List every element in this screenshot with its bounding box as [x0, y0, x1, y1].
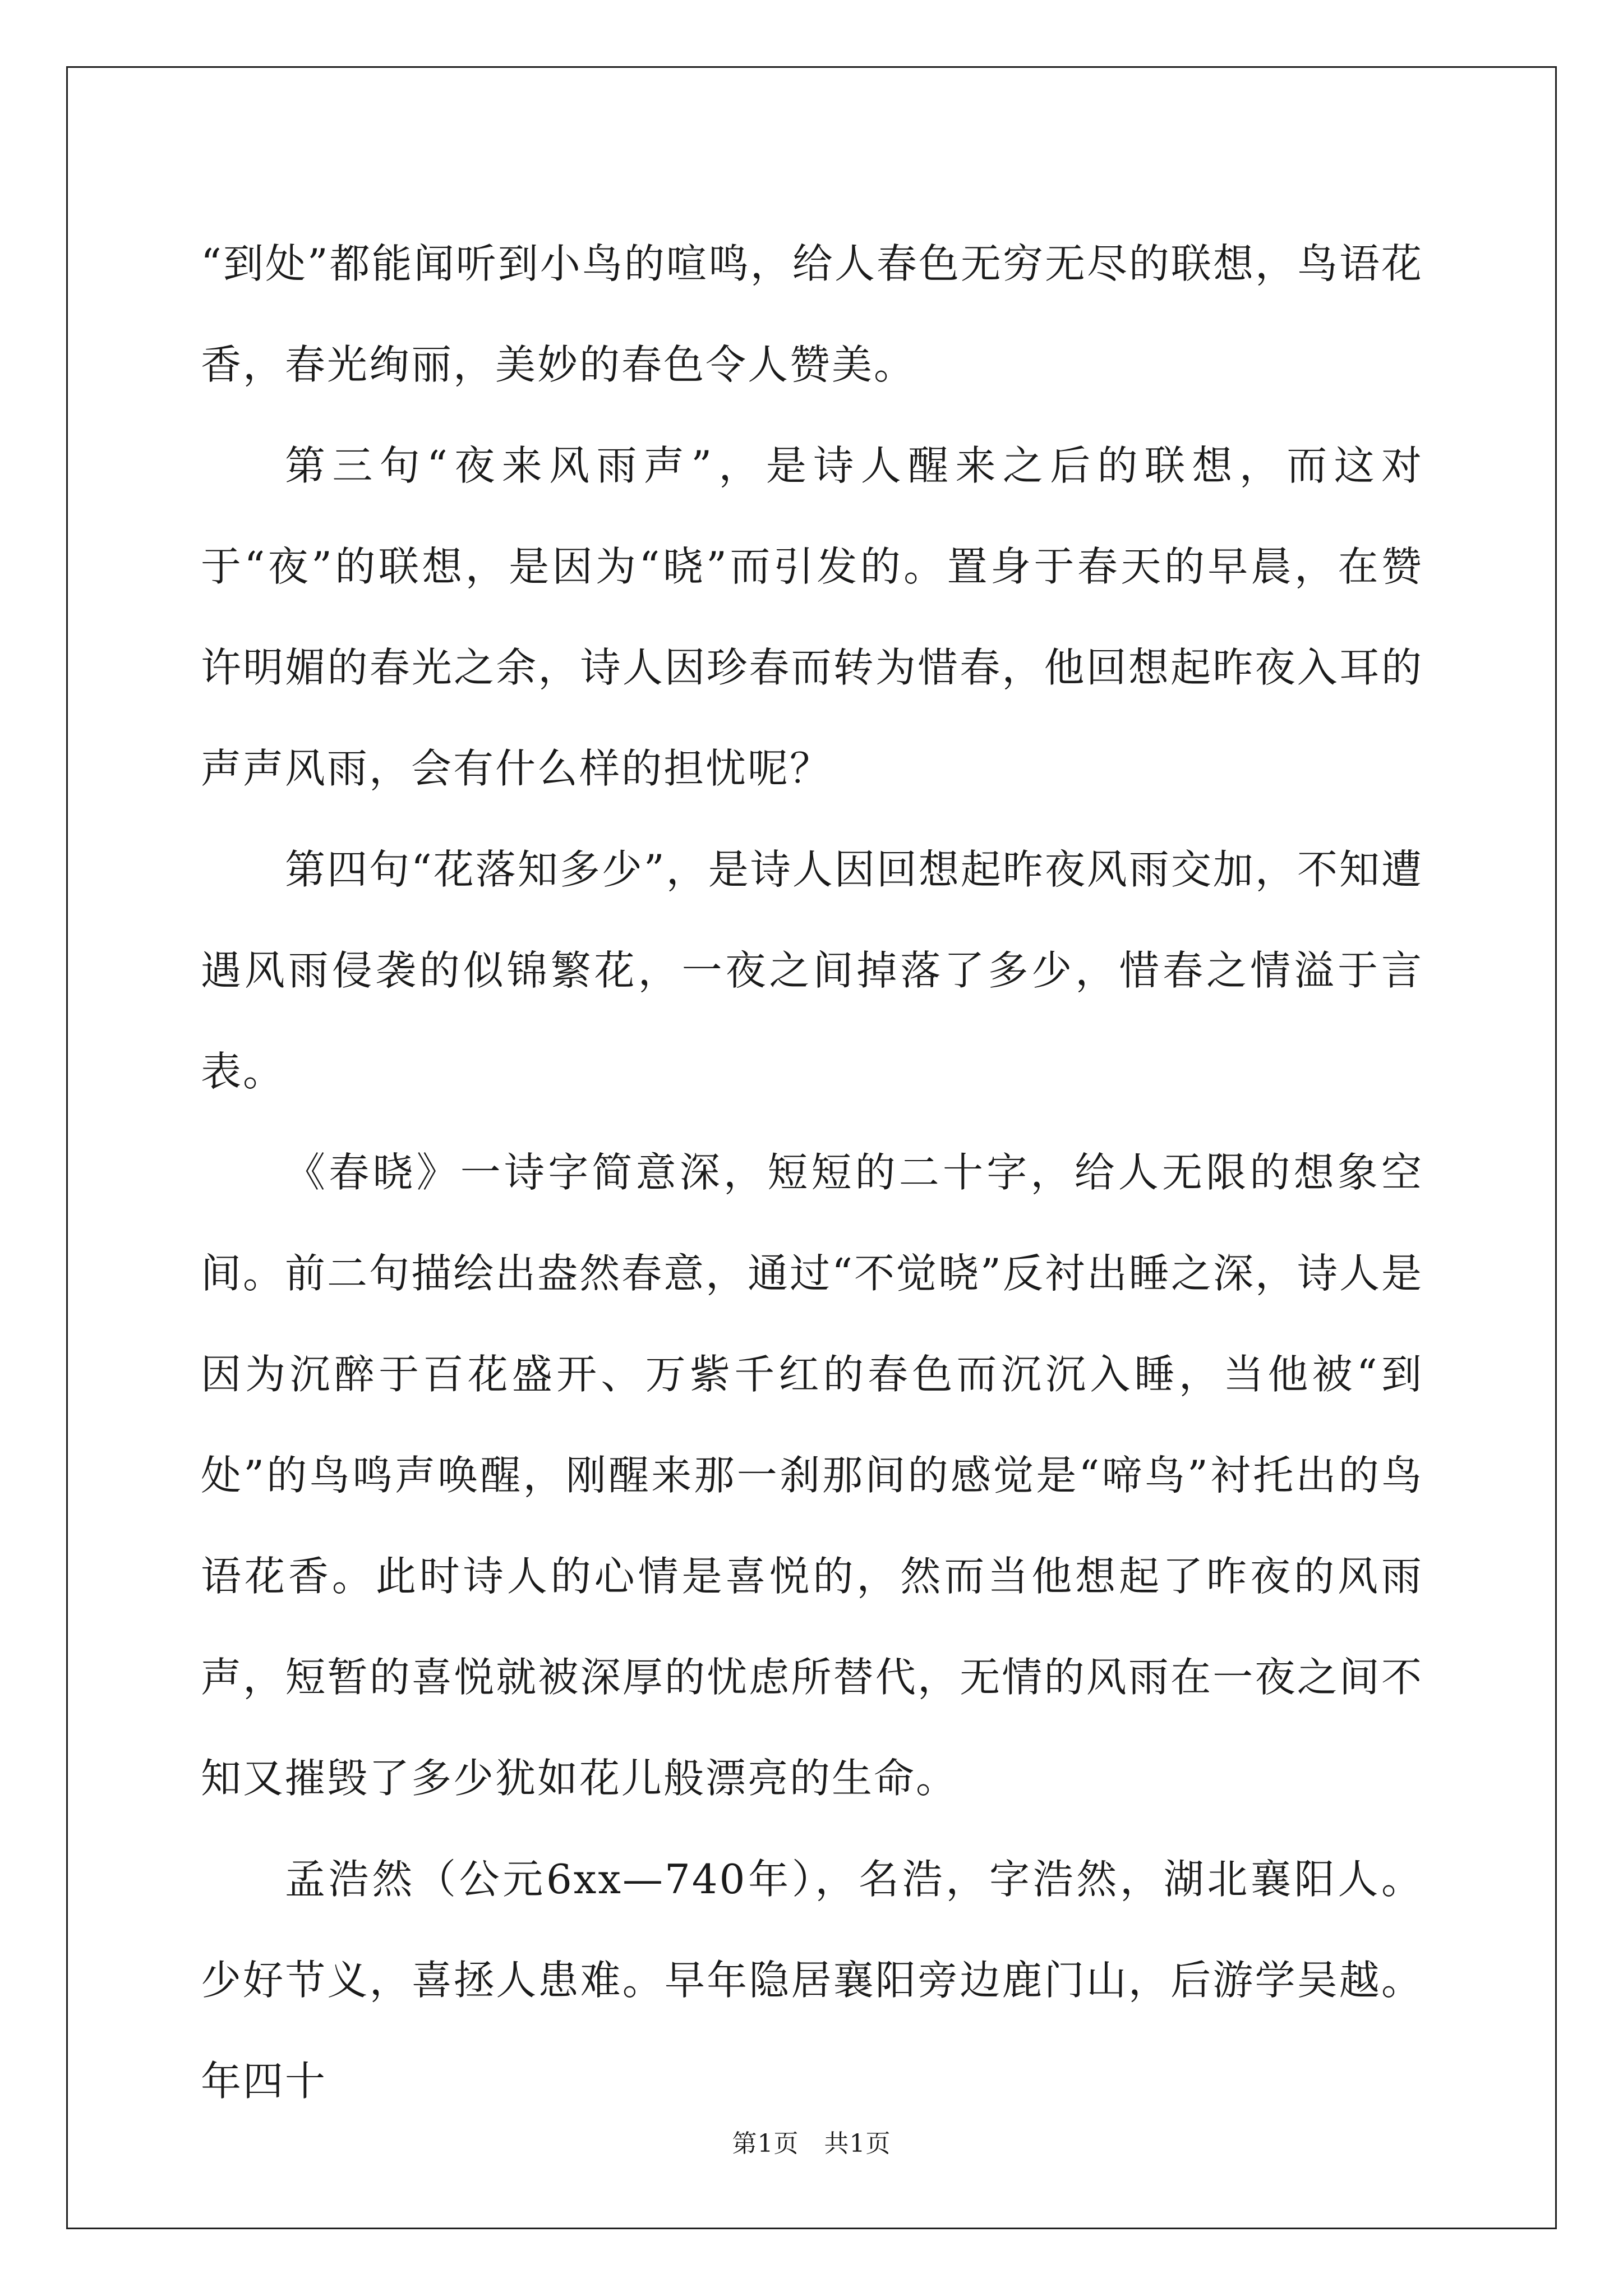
- paragraph-2: 第三句“夜来风雨声”，是诗人醒来之后的联想，而这对于“夜”的联想，是因为“晓”而引发的。置身于春天的早晨，在赞许明媚的春光之余，诗人因珍春而转为惜春，他回想起昨夜入耳的声声风雨，会有什么样的担忧呢？: [201, 442, 1423, 792]
- page-footer: 第1页 共1页: [732, 2129, 891, 2158]
- paragraph-3: 第四句“花落知多少”，是诗人因回想起昨夜风雨交加，不知遭遇风雨侵袭的似锦繁花，一夜之间掉落了多少，惜春之情溢于言表。: [201, 846, 1423, 1095]
- paragraph-5: 孟浩然（公元6xx—740年），名浩，字浩然，湖北襄阳人。少好节义，喜拯人患难。早年隐居襄阳旁边鹿门山，后游学吴越。年四十: [201, 1856, 1423, 2105]
- paragraph-1: “到处”都能闻听到小鸟的喧鸣，给人春色无穷无尽的联想，鸟语花香，春光绚丽，美妙的春色令人赞美。: [201, 240, 1423, 388]
- paragraph-4: 《春晓》一诗字简意深，短短的二十字，给人无限的想象空间。前二句描绘出盎然春意，通过“不觉晓”反衬出睡之深，诗人是因为沉醉于百花盛开、万紫千红的春色而沉沉入睡，当他被“到处”的鸟鸣声唤醒，刚醒来那一刹那间的感觉是“啼鸟”衬托出的鸟语花香。此时诗人的心情是喜悦的，然而当他想起了昨夜的风雨声，短暂的喜悦就被深厚的忧虑所替代，无情的风雨在一夜之间不知又摧毁了多少犹如花儿般漂亮的生命。: [201, 1149, 1423, 1802]
- document-body: [201, 213, 1423, 2132]
